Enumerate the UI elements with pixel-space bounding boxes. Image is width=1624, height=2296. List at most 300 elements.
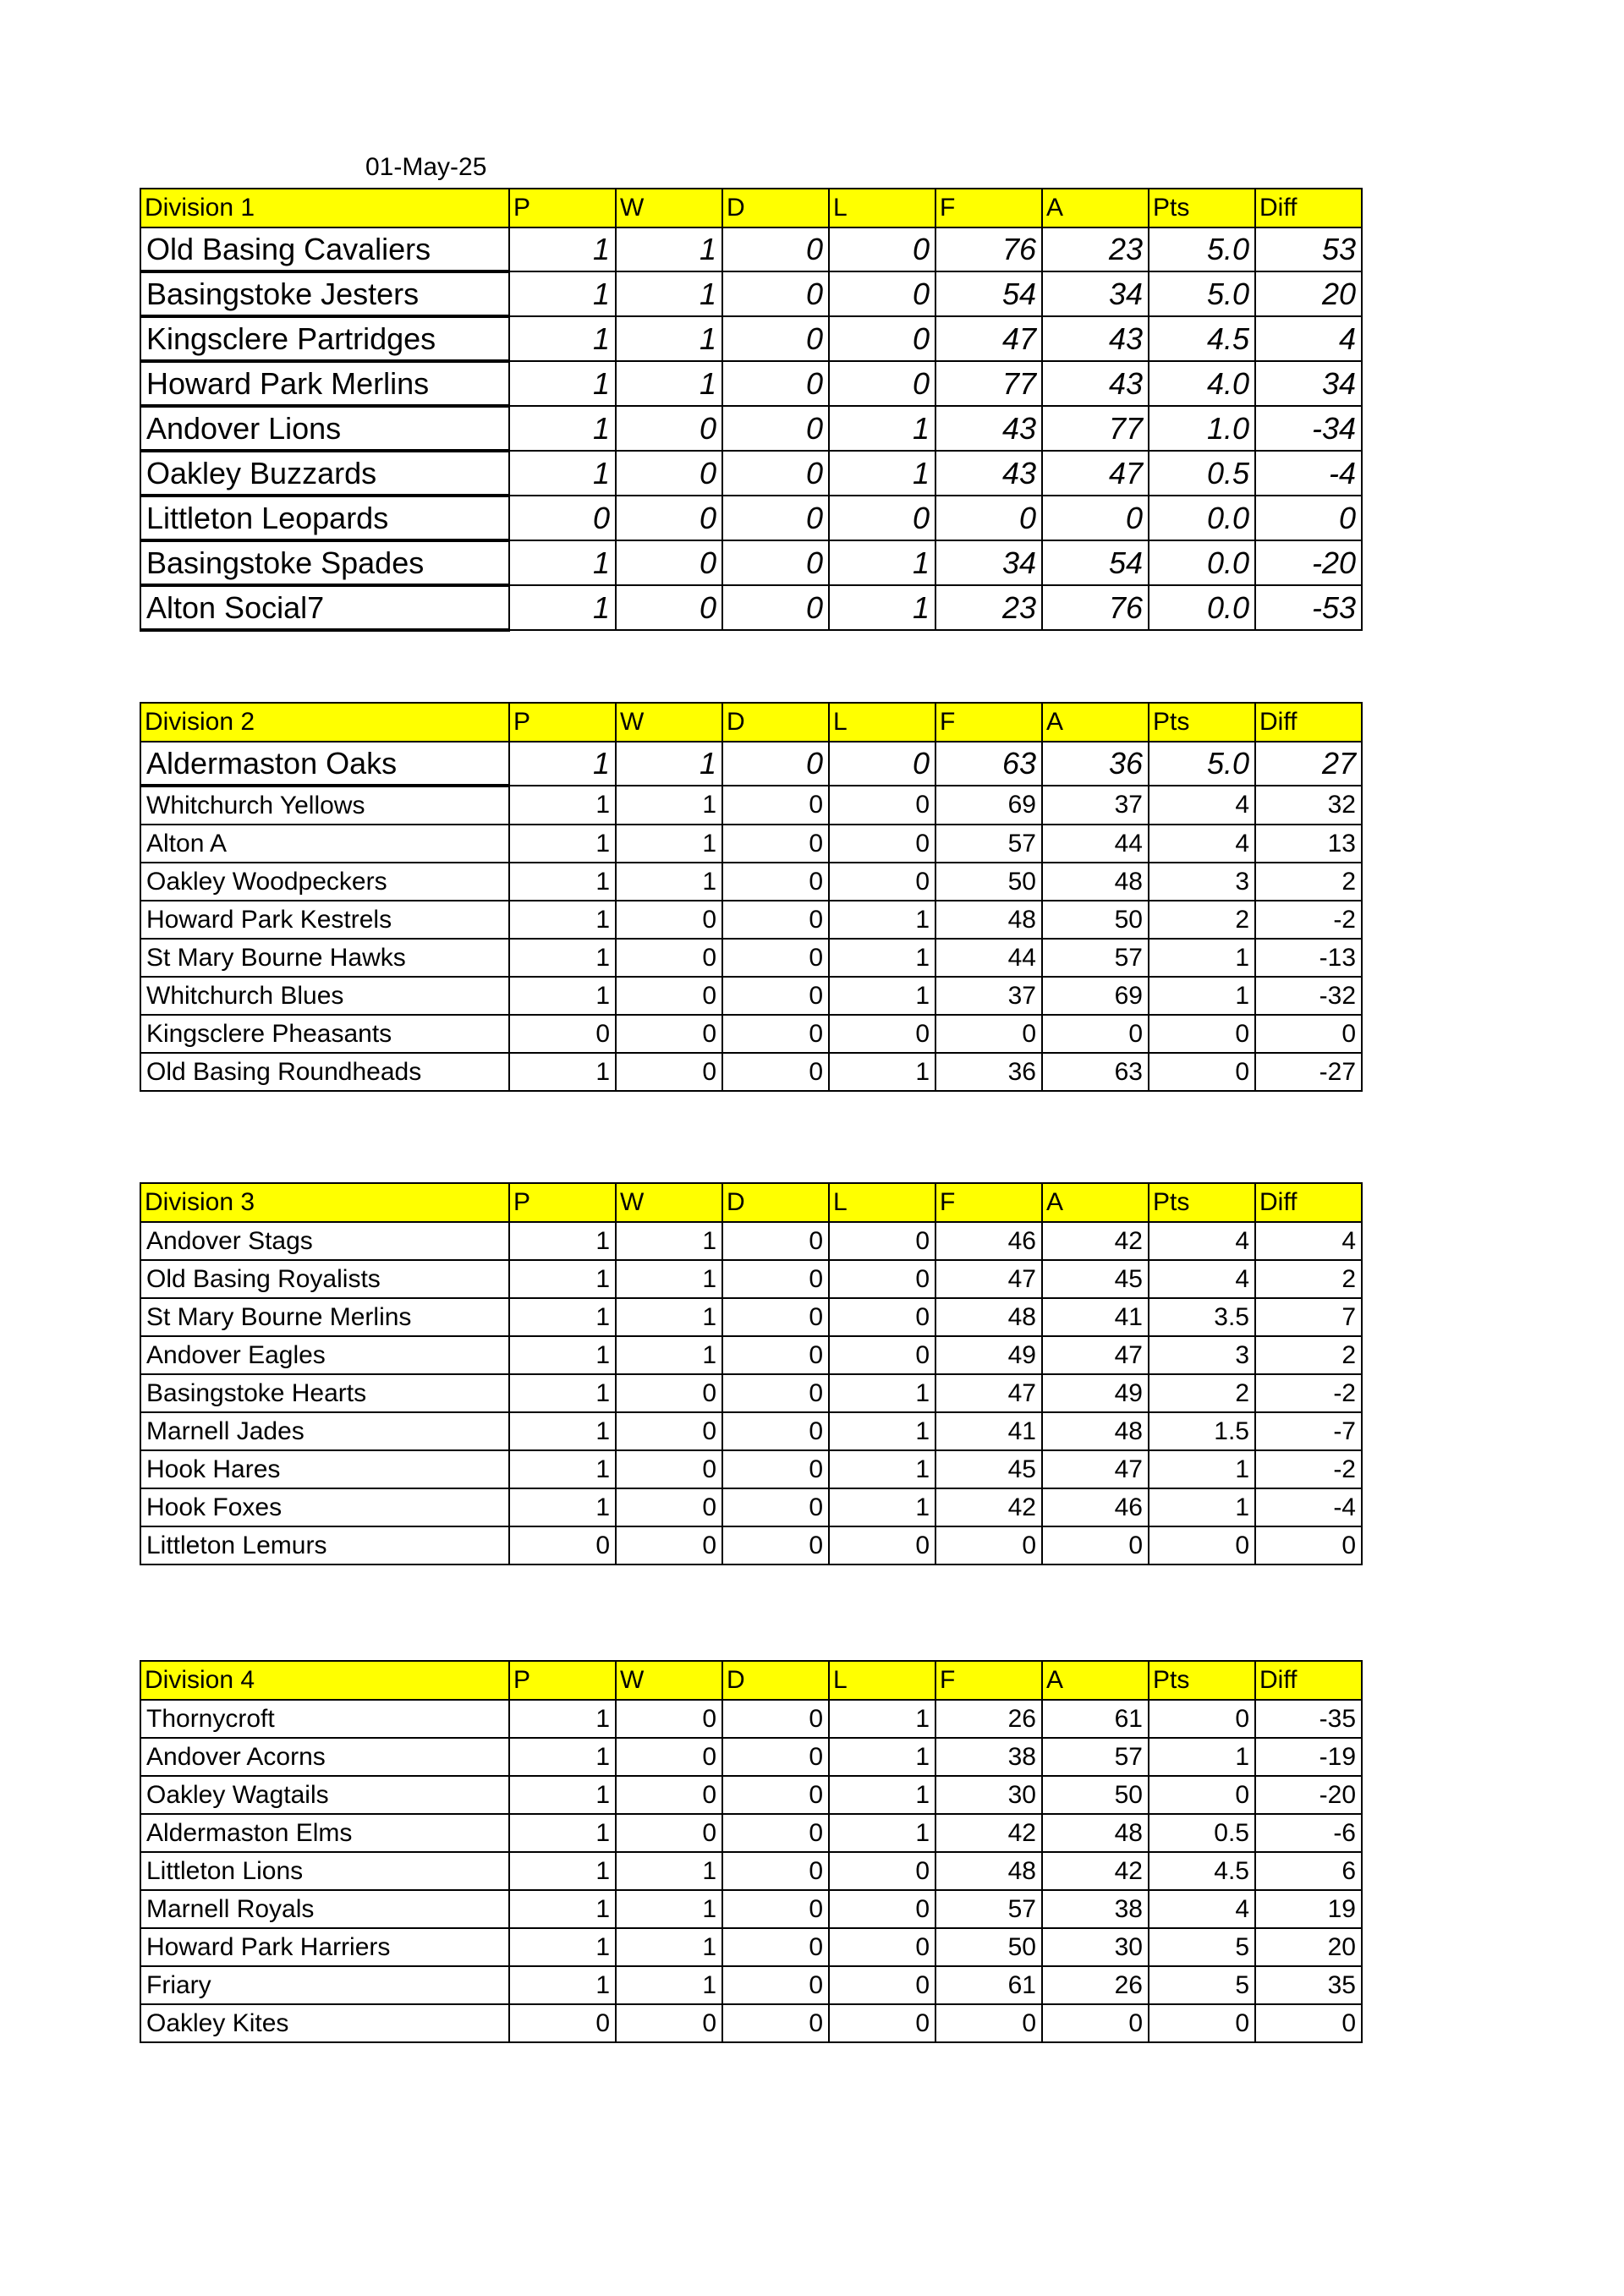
cell-w: 1 <box>616 1890 722 1928</box>
cell-a: 77 <box>1042 406 1149 451</box>
cell-pts: 3.5 <box>1149 1298 1255 1336</box>
cell-f: 34 <box>935 540 1042 585</box>
cell-diff: 20 <box>1255 1928 1362 1966</box>
table-row <box>140 361 1362 406</box>
table-row <box>140 1053 1362 1091</box>
team-name: Andover Stags <box>140 1222 509 1260</box>
column-header-w: W <box>616 1183 722 1222</box>
cell-a: 48 <box>1042 1412 1149 1450</box>
team-name: St Mary Bourne Hawks <box>140 939 509 977</box>
cell-w: 0 <box>616 585 722 630</box>
cell-d: 0 <box>722 1222 829 1260</box>
cell-p: 1 <box>509 1374 616 1412</box>
team-name: Oakley Wagtails <box>140 1776 509 1814</box>
column-header-l: L <box>829 1661 935 1700</box>
cell-a: 76 <box>1042 585 1149 630</box>
cell-a: 30 <box>1042 1928 1149 1966</box>
cell-a: 46 <box>1042 1488 1149 1526</box>
cell-d: 0 <box>722 1738 829 1776</box>
cell-a: 63 <box>1042 1053 1149 1091</box>
table-row <box>140 1488 1362 1526</box>
cell-w: 0 <box>616 1450 722 1488</box>
cell-a: 50 <box>1042 901 1149 939</box>
cell-l: 1 <box>829 901 935 939</box>
cell-diff: 2 <box>1255 1336 1362 1374</box>
table-row <box>140 1738 1362 1776</box>
cell-a: 69 <box>1042 977 1149 1015</box>
cell-a: 54 <box>1042 540 1149 585</box>
cell-l: 0 <box>829 1015 935 1053</box>
division-3-table <box>140 1182 1363 1565</box>
cell-d: 0 <box>722 1928 829 1966</box>
cell-w: 0 <box>616 406 722 451</box>
cell-pts: 0 <box>1149 1776 1255 1814</box>
cell-diff: 0 <box>1255 1015 1362 1053</box>
table-row <box>140 901 1362 939</box>
cell-w: 0 <box>616 939 722 977</box>
cell-f: 37 <box>935 977 1042 1015</box>
cell-d: 0 <box>722 1260 829 1298</box>
cell-a: 47 <box>1042 1450 1149 1488</box>
team-name: Oakley Kites <box>140 2004 509 2042</box>
cell-l: 1 <box>829 1738 935 1776</box>
cell-pts: 0.0 <box>1149 496 1255 540</box>
cell-pts: 0.0 <box>1149 585 1255 630</box>
cell-pts: 3 <box>1149 1336 1255 1374</box>
cell-f: 50 <box>935 1928 1042 1966</box>
cell-d: 0 <box>722 863 829 901</box>
cell-p: 1 <box>509 1966 616 2004</box>
column-header-d: D <box>722 703 829 742</box>
cell-p: 1 <box>509 977 616 1015</box>
cell-d: 0 <box>722 585 829 630</box>
cell-d: 0 <box>722 1526 829 1564</box>
cell-l: 0 <box>829 1852 935 1890</box>
cell-p: 1 <box>509 227 616 271</box>
cell-a: 43 <box>1042 316 1149 361</box>
cell-f: 0 <box>935 496 1042 540</box>
cell-l: 0 <box>829 1222 935 1260</box>
column-header-p: P <box>509 189 616 227</box>
cell-pts: 0 <box>1149 2004 1255 2042</box>
cell-a: 42 <box>1042 1222 1149 1260</box>
cell-p: 1 <box>509 939 616 977</box>
cell-diff: -20 <box>1255 1776 1362 1814</box>
column-header-d: D <box>722 1183 829 1222</box>
cell-f: 57 <box>935 1890 1042 1928</box>
cell-pts: 0 <box>1149 1053 1255 1091</box>
cell-p: 1 <box>509 585 616 630</box>
division-1-table <box>140 188 1363 632</box>
division-name: Division 1 <box>140 189 509 227</box>
division-name: Division 4 <box>140 1661 509 1700</box>
cell-d: 0 <box>722 742 829 786</box>
team-name: Alton Social7 <box>140 585 509 630</box>
cell-f: 76 <box>935 227 1042 271</box>
cell-l: 1 <box>829 451 935 496</box>
cell-l: 0 <box>829 227 935 271</box>
team-name: Alton A <box>140 825 509 863</box>
cell-pts: 0 <box>1149 1526 1255 1564</box>
table-row <box>140 406 1362 451</box>
cell-p: 1 <box>509 1298 616 1336</box>
cell-f: 61 <box>935 1966 1042 2004</box>
cell-p: 1 <box>509 540 616 585</box>
team-name: Oakley Woodpeckers <box>140 863 509 901</box>
cell-p: 1 <box>509 1412 616 1450</box>
table-row <box>140 2004 1362 2042</box>
cell-w: 1 <box>616 227 722 271</box>
cell-pts: 0 <box>1149 1700 1255 1738</box>
cell-w: 0 <box>616 1814 722 1852</box>
cell-d: 0 <box>722 901 829 939</box>
table-row <box>140 1260 1362 1298</box>
cell-p: 1 <box>509 1700 616 1738</box>
cell-p: 1 <box>509 1738 616 1776</box>
cell-a: 44 <box>1042 825 1149 863</box>
cell-f: 47 <box>935 1374 1042 1412</box>
cell-w: 1 <box>616 1852 722 1890</box>
cell-f: 46 <box>935 1222 1042 1260</box>
cell-f: 54 <box>935 271 1042 316</box>
cell-w: 0 <box>616 1412 722 1450</box>
table-row <box>140 1776 1362 1814</box>
cell-diff: 13 <box>1255 825 1362 863</box>
cell-diff: -53 <box>1255 585 1362 630</box>
table-row <box>140 1374 1362 1412</box>
cell-a: 38 <box>1042 1890 1149 1928</box>
cell-a: 50 <box>1042 1776 1149 1814</box>
column-header-w: W <box>616 1661 722 1700</box>
cell-a: 57 <box>1042 1738 1149 1776</box>
team-name: Andover Lions <box>140 406 509 451</box>
team-name: Marnell Jades <box>140 1412 509 1450</box>
cell-p: 1 <box>509 1852 616 1890</box>
division-header-row <box>140 703 1362 742</box>
cell-pts: 5 <box>1149 1928 1255 1966</box>
cell-d: 0 <box>722 316 829 361</box>
cell-l: 0 <box>829 316 935 361</box>
cell-w: 1 <box>616 1336 722 1374</box>
cell-d: 0 <box>722 540 829 585</box>
table-row <box>140 1928 1362 1966</box>
column-header-p: P <box>509 703 616 742</box>
team-name: Kingsclere Pheasants <box>140 1015 509 1053</box>
column-header-w: W <box>616 189 722 227</box>
column-header-l: L <box>829 1183 935 1222</box>
cell-f: 26 <box>935 1700 1042 1738</box>
cell-p: 1 <box>509 1053 616 1091</box>
division-name: Division 3 <box>140 1183 509 1222</box>
cell-diff: -34 <box>1255 406 1362 451</box>
cell-f: 49 <box>935 1336 1042 1374</box>
cell-p: 0 <box>509 2004 616 2042</box>
column-header-diff: Diff <box>1255 703 1362 742</box>
cell-pts: 4 <box>1149 1890 1255 1928</box>
team-name: Aldermaston Elms <box>140 1814 509 1852</box>
cell-l: 1 <box>829 977 935 1015</box>
cell-a: 0 <box>1042 1015 1149 1053</box>
cell-pts: 5 <box>1149 1966 1255 2004</box>
cell-diff: 6 <box>1255 1852 1362 1890</box>
cell-w: 1 <box>616 316 722 361</box>
cell-d: 0 <box>722 227 829 271</box>
cell-d: 0 <box>722 1852 829 1890</box>
division-name: Division 2 <box>140 703 509 742</box>
cell-f: 69 <box>935 786 1042 825</box>
cell-w: 0 <box>616 1700 722 1738</box>
team-name: Thornycroft <box>140 1700 509 1738</box>
table-row <box>140 585 1362 630</box>
cell-a: 23 <box>1042 227 1149 271</box>
cell-a: 34 <box>1042 271 1149 316</box>
cell-d: 0 <box>722 1450 829 1488</box>
cell-diff: 0 <box>1255 496 1362 540</box>
table-row <box>140 939 1362 977</box>
cell-l: 1 <box>829 1374 935 1412</box>
cell-d: 0 <box>722 496 829 540</box>
column-header-pts: Pts <box>1149 703 1255 742</box>
cell-diff: 4 <box>1255 316 1362 361</box>
cell-p: 1 <box>509 863 616 901</box>
cell-w: 1 <box>616 863 722 901</box>
table-row <box>140 1526 1362 1564</box>
cell-d: 0 <box>722 1700 829 1738</box>
cell-pts: 1 <box>1149 1488 1255 1526</box>
team-name: Howard Park Harriers <box>140 1928 509 1966</box>
cell-d: 0 <box>722 1966 829 2004</box>
cell-f: 48 <box>935 1298 1042 1336</box>
cell-f: 48 <box>935 901 1042 939</box>
cell-l: 0 <box>829 1928 935 1966</box>
cell-f: 0 <box>935 2004 1042 2042</box>
column-header-pts: Pts <box>1149 189 1255 227</box>
cell-pts: 1.5 <box>1149 1412 1255 1450</box>
column-header-diff: Diff <box>1255 1183 1362 1222</box>
cell-p: 0 <box>509 496 616 540</box>
cell-l: 1 <box>829 1776 935 1814</box>
team-name: Andover Acorns <box>140 1738 509 1776</box>
cell-w: 0 <box>616 540 722 585</box>
column-header-p: P <box>509 1661 616 1700</box>
cell-l: 1 <box>829 585 935 630</box>
cell-l: 0 <box>829 2004 935 2042</box>
cell-w: 1 <box>616 271 722 316</box>
cell-pts: 1 <box>1149 977 1255 1015</box>
cell-diff: -20 <box>1255 540 1362 585</box>
cell-l: 1 <box>829 1412 935 1450</box>
table-row <box>140 742 1362 786</box>
column-header-a: A <box>1042 1661 1149 1700</box>
cell-f: 77 <box>935 361 1042 406</box>
cell-a: 37 <box>1042 786 1149 825</box>
team-name: Oakley Buzzards <box>140 451 509 496</box>
cell-pts: 4 <box>1149 825 1255 863</box>
table-row <box>140 496 1362 540</box>
cell-pts: 4 <box>1149 1222 1255 1260</box>
cell-p: 1 <box>509 1488 616 1526</box>
cell-a: 47 <box>1042 451 1149 496</box>
cell-diff: 2 <box>1255 1260 1362 1298</box>
cell-pts: 0.5 <box>1149 451 1255 496</box>
cell-w: 0 <box>616 1374 722 1412</box>
division-header-row <box>140 189 1362 227</box>
column-header-l: L <box>829 703 935 742</box>
cell-diff: -32 <box>1255 977 1362 1015</box>
cell-pts: 1.0 <box>1149 406 1255 451</box>
cell-d: 0 <box>722 1776 829 1814</box>
cell-d: 0 <box>722 939 829 977</box>
column-header-diff: Diff <box>1255 189 1362 227</box>
cell-diff: -2 <box>1255 901 1362 939</box>
column-header-pts: Pts <box>1149 1183 1255 1222</box>
cell-p: 1 <box>509 786 616 825</box>
cell-a: 0 <box>1042 1526 1149 1564</box>
cell-diff: 7 <box>1255 1298 1362 1336</box>
cell-f: 30 <box>935 1776 1042 1814</box>
cell-p: 1 <box>509 901 616 939</box>
table-row <box>140 1298 1362 1336</box>
cell-a: 41 <box>1042 1298 1149 1336</box>
cell-w: 0 <box>616 1738 722 1776</box>
cell-f: 50 <box>935 863 1042 901</box>
cell-diff: 53 <box>1255 227 1362 271</box>
cell-l: 0 <box>829 496 935 540</box>
table-row <box>140 786 1362 825</box>
column-header-f: F <box>935 1661 1042 1700</box>
cell-pts: 3 <box>1149 863 1255 901</box>
cell-pts: 0.0 <box>1149 540 1255 585</box>
cell-w: 1 <box>616 1260 722 1298</box>
cell-f: 44 <box>935 939 1042 977</box>
cell-f: 42 <box>935 1488 1042 1526</box>
cell-p: 0 <box>509 1526 616 1564</box>
column-header-p: P <box>509 1183 616 1222</box>
team-name: Whitchurch Blues <box>140 977 509 1015</box>
cell-a: 26 <box>1042 1966 1149 2004</box>
cell-l: 0 <box>829 1260 935 1298</box>
table-row <box>140 271 1362 316</box>
cell-w: 0 <box>616 496 722 540</box>
division-header-row <box>140 1183 1362 1222</box>
team-name: Andover Eagles <box>140 1336 509 1374</box>
table-row <box>140 1015 1362 1053</box>
cell-p: 1 <box>509 271 616 316</box>
team-name: Aldermaston Oaks <box>140 742 509 786</box>
cell-d: 0 <box>722 1298 829 1336</box>
cell-l: 1 <box>829 540 935 585</box>
cell-pts: 1 <box>1149 939 1255 977</box>
cell-pts: 1 <box>1149 1450 1255 1488</box>
cell-l: 0 <box>829 1890 935 1928</box>
cell-diff: -2 <box>1255 1374 1362 1412</box>
cell-f: 43 <box>935 406 1042 451</box>
cell-f: 43 <box>935 451 1042 496</box>
column-header-diff: Diff <box>1255 1661 1362 1700</box>
cell-l: 0 <box>829 742 935 786</box>
cell-d: 0 <box>722 1374 829 1412</box>
cell-a: 49 <box>1042 1374 1149 1412</box>
table-row <box>140 1222 1362 1260</box>
cell-d: 0 <box>722 1015 829 1053</box>
cell-d: 0 <box>722 1336 829 1374</box>
cell-f: 41 <box>935 1412 1042 1450</box>
column-header-pts: Pts <box>1149 1661 1255 1700</box>
cell-d: 0 <box>722 2004 829 2042</box>
cell-diff: 0 <box>1255 1526 1362 1564</box>
column-header-l: L <box>829 189 935 227</box>
cell-p: 1 <box>509 1336 616 1374</box>
cell-pts: 5.0 <box>1149 742 1255 786</box>
team-name: Howard Park Kestrels <box>140 901 509 939</box>
cell-diff: -6 <box>1255 1814 1362 1852</box>
team-name: Basingstoke Jesters <box>140 271 509 316</box>
cell-diff: 35 <box>1255 1966 1362 2004</box>
column-header-w: W <box>616 703 722 742</box>
cell-l: 0 <box>829 825 935 863</box>
column-header-a: A <box>1042 189 1149 227</box>
cell-pts: 4.5 <box>1149 1852 1255 1890</box>
team-name: Kingsclere Partridges <box>140 316 509 361</box>
column-header-f: F <box>935 703 1042 742</box>
table-row <box>140 1814 1362 1852</box>
cell-pts: 4 <box>1149 1260 1255 1298</box>
cell-l: 0 <box>829 863 935 901</box>
cell-diff: 2 <box>1255 863 1362 901</box>
cell-l: 1 <box>829 1450 935 1488</box>
cell-f: 47 <box>935 316 1042 361</box>
cell-f: 42 <box>935 1814 1042 1852</box>
cell-diff: 32 <box>1255 786 1362 825</box>
cell-w: 1 <box>616 1298 722 1336</box>
cell-p: 1 <box>509 451 616 496</box>
column-header-a: A <box>1042 703 1149 742</box>
cell-pts: 2 <box>1149 901 1255 939</box>
cell-w: 0 <box>616 451 722 496</box>
cell-f: 0 <box>935 1015 1042 1053</box>
team-name: Whitchurch Yellows <box>140 786 509 825</box>
cell-l: 0 <box>829 271 935 316</box>
table-row <box>140 1700 1362 1738</box>
cell-pts: 4 <box>1149 786 1255 825</box>
cell-w: 1 <box>616 742 722 786</box>
cell-a: 0 <box>1042 496 1149 540</box>
cell-l: 0 <box>829 1336 935 1374</box>
table-row <box>140 1412 1362 1450</box>
cell-f: 47 <box>935 1260 1042 1298</box>
cell-diff: -27 <box>1255 1053 1362 1091</box>
cell-d: 0 <box>722 786 829 825</box>
cell-p: 1 <box>509 1776 616 1814</box>
cell-w: 1 <box>616 1928 722 1966</box>
cell-a: 45 <box>1042 1260 1149 1298</box>
table-row <box>140 1966 1362 2004</box>
report-date: 01-May-25 <box>365 153 487 181</box>
cell-diff: -4 <box>1255 1488 1362 1526</box>
cell-w: 0 <box>616 1488 722 1526</box>
cell-w: 1 <box>616 361 722 406</box>
cell-a: 36 <box>1042 742 1149 786</box>
division-header-row <box>140 1661 1362 1700</box>
cell-pts: 5.0 <box>1149 227 1255 271</box>
cell-diff: 19 <box>1255 1890 1362 1928</box>
cell-w: 1 <box>616 1966 722 2004</box>
cell-diff: 34 <box>1255 361 1362 406</box>
cell-diff: -4 <box>1255 451 1362 496</box>
team-name: Basingstoke Spades <box>140 540 509 585</box>
cell-p: 1 <box>509 825 616 863</box>
cell-w: 0 <box>616 977 722 1015</box>
